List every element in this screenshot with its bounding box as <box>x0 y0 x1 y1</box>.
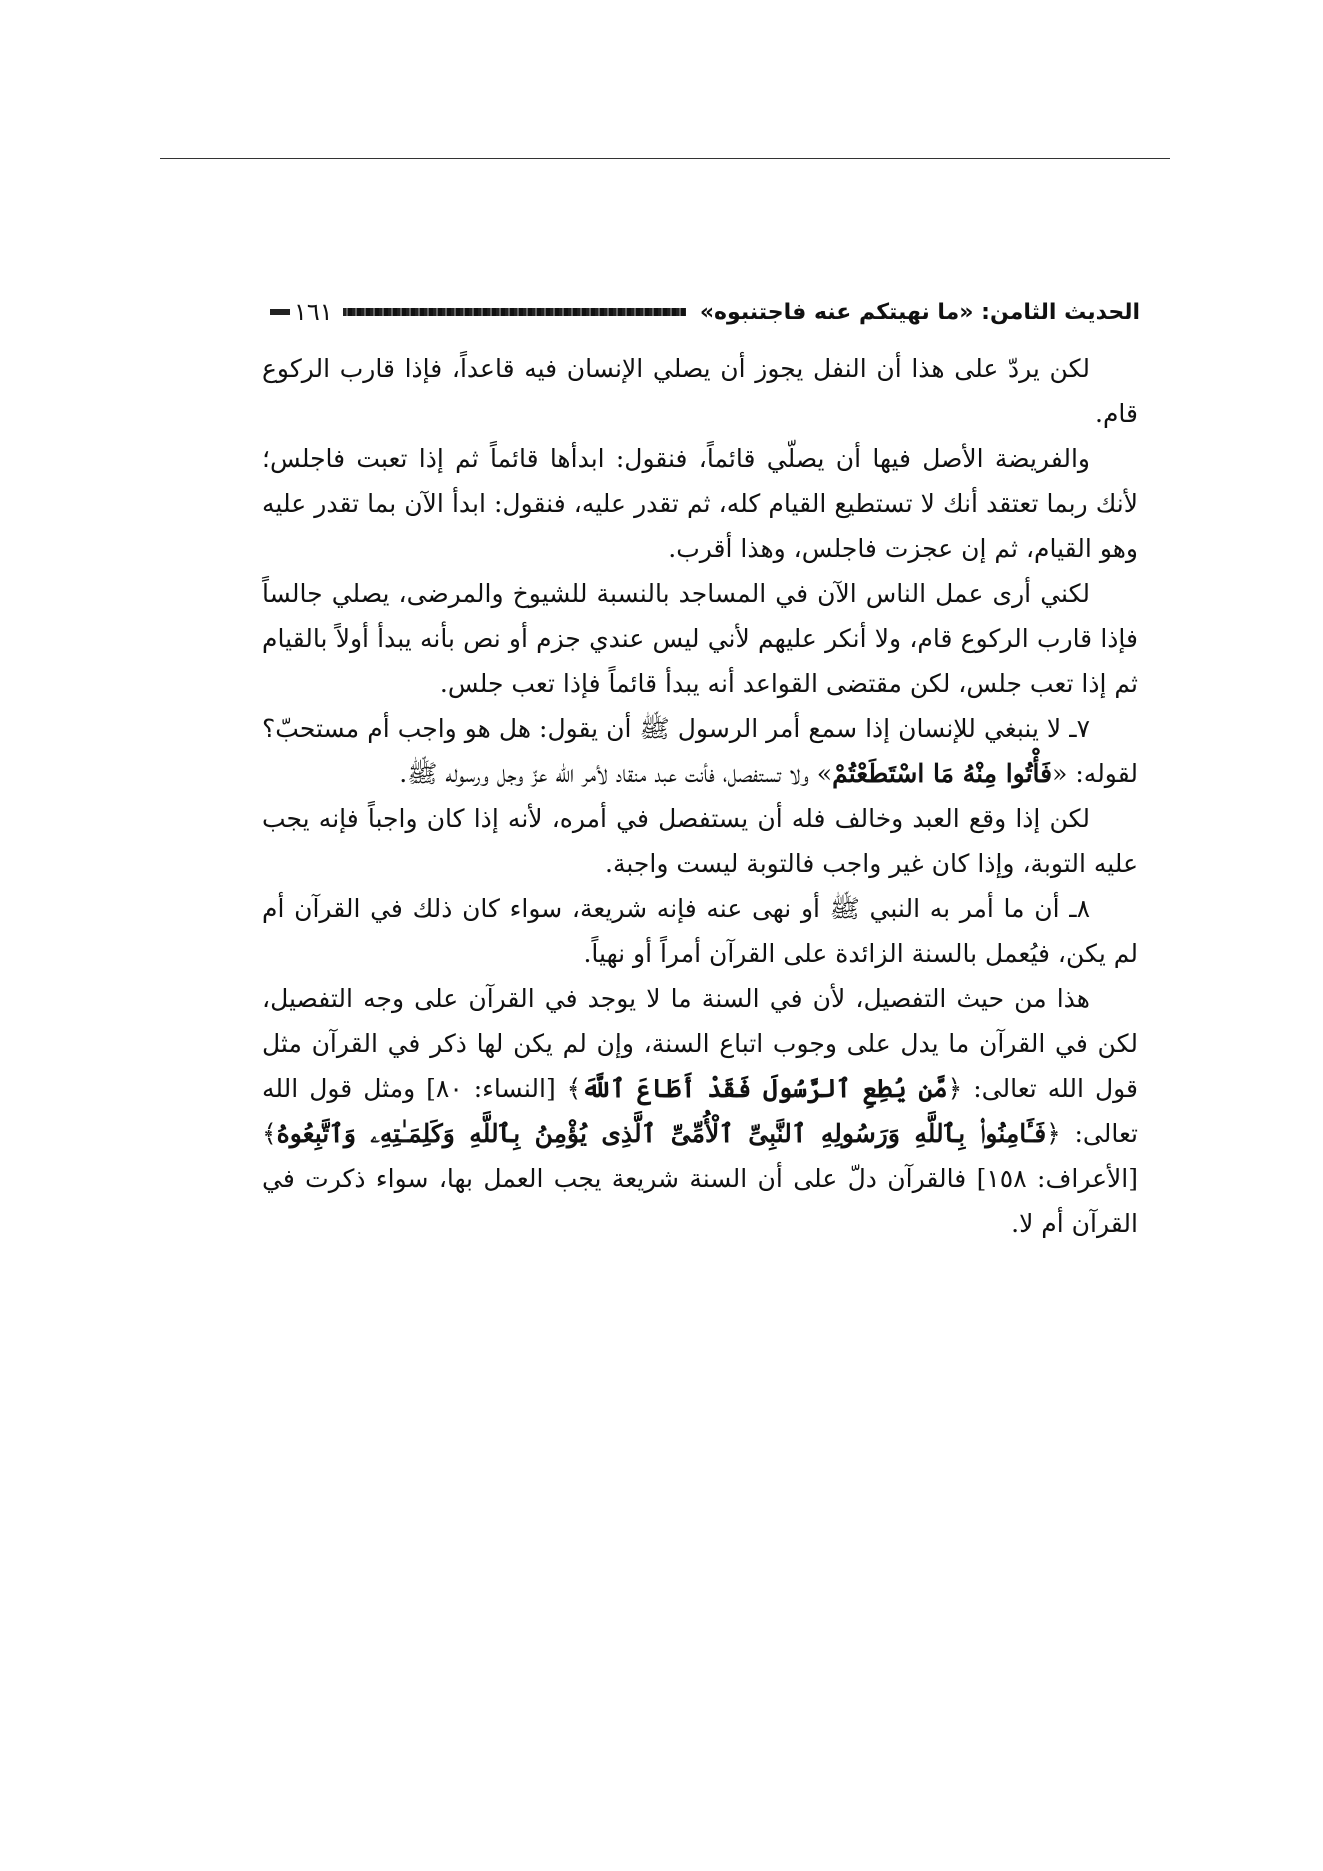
paragraph-4 <box>262 706 1138 796</box>
page-number: ١٦١ <box>294 298 333 326</box>
paragraph-7-tail: ﴾ [الأعراف: ١٥٨] فالقرآن دلّ على أن السنة شريعة يجب العمل بها، سواء ذكرت في القرآن أم لا. <box>262 1119 1138 1238</box>
paragraph-3: لكني أرى عمل الناس الآن في المساجد بالنسبة للشيوخ والمرضى، يصلي جالساً فإذا قارب الركوع قام، ولا أنكر عليهم لأني ليس عندي جزم أو نص بأنه يبدأ أولاً بالقيام ثم إذا تعب جلس، لكن مقتضى القواعد أنه يبدأ قائماً فإذا تعب جلس. <box>262 579 1138 698</box>
quran-quote: فَأْتُوا مِنْهُ مَا اسْتَطَعْتُمْ <box>832 759 1053 788</box>
paragraph-7-lead: هذا من حيث التفصيل، لأن في السنة ما لا يوجد في القرآن على وجه التفصيل، لكن في القرآن ما يدل على وجوب اتباع السنة، وإن لم يكن لها ذكر في القرآن مثل قول الله تعالى: ﴿ <box>262 984 1138 1103</box>
top-rule <box>160 158 1170 159</box>
running-header <box>270 292 1140 332</box>
paragraph-7 <box>262 976 1138 1246</box>
paragraph-6: ٨ـ أن ما أمر به النبي ﷺ أو نهى عنه فإنه شريعة، سواء كان ذلك في القرآن أم لم يكن، فيُعمل بالسنة الزائدة على القرآن أمراً أو نهياً. <box>262 894 1138 968</box>
header-rule <box>343 308 686 316</box>
quran-verse-araf: فَـَٔامِنُوا۟ بِٱللَّهِ وَرَسُولِهِ ٱلنَّبِىِّ ٱلْأُمِّىِّ ٱلَّذِى يُؤْمِنُ بِٱللَّهِ وَكَلِمَـٰتِهِۦ وَٱتَّبِعُوهُ <box>276 1119 1047 1148</box>
paragraph-2: والفريضة الأصل فيها أن يصلّي قائماً، فنقول: ابدأها قائماً ثم إذا تعبت فاجلس؛ لأنك ربما تعتقد أنك لا تستطيع القيام كله، ثم تقدر عليه، فنقول: ابدأ الآن بما تقدر عليه وهو القيام، ثم إن عجزت فاجلس، وهذا أقرب. <box>262 444 1138 563</box>
paragraph-4-tail: » ولا تستفصل، فأنت عبد منقاد لأمر الله عزّ وجل ورسوله ﷺ. <box>399 759 833 788</box>
paragraph-5: لكن إذا وقع العبد وخالف فله أن يستفصل في أمره، لأنه إذا كان واجباً فإنه يجب عليه التوبة، وإذا كان غير واجب فالتوبة ليست واجبة. <box>262 804 1138 878</box>
paragraph-1: لكن يردّ على هذا أن النفل يجوز أن يصلي الإنسان فيه قاعداً، فإذا قارب الركوع قام. <box>262 354 1138 428</box>
header-title: الحديث الثامن: «ما نهيتكم عنه فاجتنبوه» <box>699 299 1140 325</box>
header-corner-mark <box>270 309 290 315</box>
quran-verse-nisa: مَّن يُطِعِ ٱلرَّسُولَ فَقَدْ أَطَاعَ ٱللَّهَ <box>581 1074 948 1103</box>
paragraph-4-lead: ٧ـ لا ينبغي للإنسان إذا سمع أمر الرسول ﷺ أن يقول: هل هو واجب أم مستحبّ؟ لقوله: « <box>262 714 1138 788</box>
paragraph-7-middle: ﴾ [النساء: ٨٠] ومثل قول الله تعالى: ﴿ <box>262 1074 1139 1148</box>
body-text <box>262 346 1138 1246</box>
